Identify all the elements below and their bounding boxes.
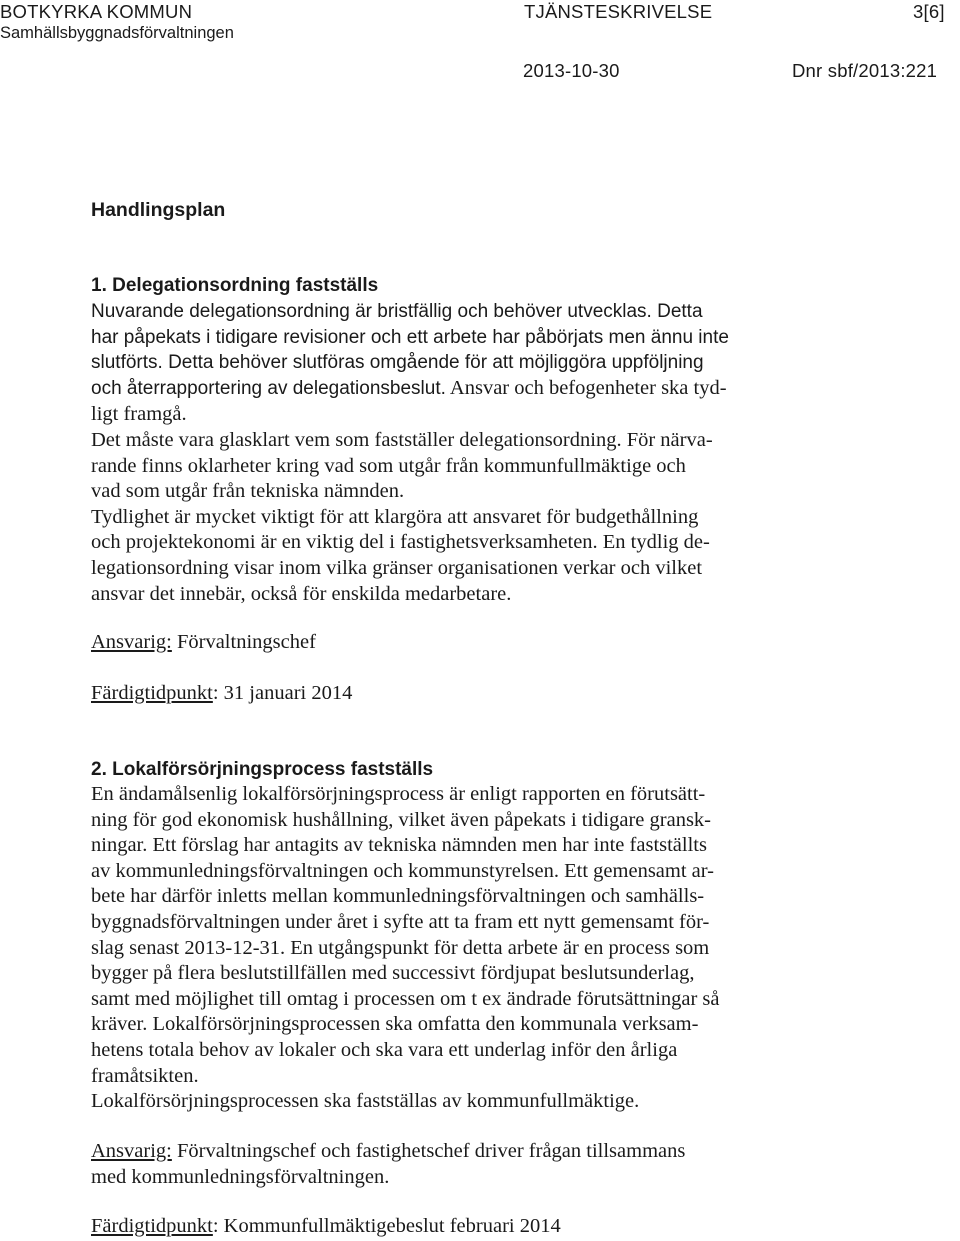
body-line-mixed	[91, 376, 729, 403]
body-line: samt med möjlighet till omtag i processen om t ex ändrade förutsättningar så	[91, 987, 720, 1010]
body-line: ningar. Ett förslag har antagits av tekniska nämnden men har inte fastställts	[91, 834, 707, 857]
section-2-responsible	[91, 1139, 685, 1190]
deadline-label: Färdigtidpunkt	[91, 682, 213, 704]
body-line: rande finns oklarheter kring vad som utgår från kommunfullmäktige och	[91, 454, 686, 477]
body-line: kräver. Lokalförsörjningsprocessen ska omfatta den kommunala verksam-	[91, 1013, 699, 1036]
responsible-value: Förvaltningschef och fastighetschef driver frågan tillsammans	[171, 1140, 686, 1162]
responsible-line	[91, 1139, 685, 1165]
body-line: legationsordning visar inom vilka gränser organisationen verkar och vilket	[91, 556, 703, 579]
body-line: Tydlighet är mycket viktigt för att klargöra att ansvaret för budgethållning	[91, 505, 699, 528]
body-line: byggnadsförvaltningen under året i syfte att ta fram ett nytt gemensamt för-	[91, 910, 710, 933]
body-line: Det måste vara glasklart vem som fastställer delegationsordning. För närva-	[91, 428, 713, 451]
document-date: 2013-10-30	[523, 60, 620, 81]
body-line: slag senast 2013-12-31. En utgångspunkt för detta arbete är en process som	[91, 936, 710, 959]
section-2-number: 2.	[91, 759, 107, 780]
deadline-value: : 31 januari 2014	[212, 682, 353, 704]
body-line: och återrapportering av delegationsbeslut.	[91, 377, 446, 399]
body-line: En ändamålsenlig lokalförsörjningsprocess är enligt rapporten en förutsätt-	[91, 783, 706, 805]
org-name: BOTKYRKA KOMMUN	[0, 1, 193, 22]
section-1-responsible	[91, 630, 316, 656]
responsible-line: med kommunledningsförvaltningen.	[91, 1165, 390, 1188]
responsible-label: Ansvarig:	[91, 631, 172, 653]
deadline-label: Färdigtidpunkt	[91, 1215, 213, 1237]
responsible-label: Ansvarig:	[91, 1140, 172, 1162]
body-line: av kommunledningsförvaltningen och kommunstyrelsen. Ett gemensamt ar-	[91, 859, 714, 882]
body-line: ning för god ekonomisk hushållning, vilket även påpekats i tidigare gransk-	[91, 808, 711, 831]
department-name: Samhällsbyggnadsförvaltningen	[0, 24, 234, 42]
body-line: Ansvar och befogenheter ska tyd-	[449, 376, 727, 399]
section-2-deadline	[91, 1214, 561, 1240]
body-line: Nuvarande delegationsordning är bristfällig och behöver utvecklas. Detta	[91, 301, 703, 322]
responsible-value: Förvaltningschef	[171, 631, 316, 653]
body-line: bete har därför inletts mellan kommunledningsförvaltningen och samhälls-	[91, 885, 705, 908]
section-2-title: Lokalförsörjningsprocess fastställs	[106, 759, 434, 780]
body-line: har påpekats i tidigare revisioner och ett arbete har påbörjats men ännu inte	[91, 326, 729, 348]
section-2-body	[91, 782, 720, 1115]
body-line: ligt framgå.	[91, 403, 187, 426]
body-line: slutförts. Detta behöver slutföras omgående för att möjliggöra uppföljning	[91, 352, 704, 374]
body-line: och projektekonomi är en viktig del i fastighetsverksamheten. En tydlig de-	[91, 531, 710, 554]
body-line: vad som utgår från tekniska nämnden.	[91, 480, 405, 503]
registration-number: Dnr sbf/2013:221	[792, 60, 938, 81]
body-line: bygger på flera beslutstillfällen med successivt fördjupat beslutsunderlag,	[91, 962, 695, 985]
section-1-body	[91, 299, 729, 607]
page-title: Handlingsplan	[91, 199, 226, 221]
deadline-value: : Kommunfullmäktigebeslut februari 2014	[212, 1215, 561, 1237]
body-line: Lokalförsörjningsprocessen ska fastställas av kommunfullmäktige.	[91, 1090, 640, 1113]
section-1-heading: 1. Delegationsordning fastställs	[91, 275, 379, 296]
section-2-heading	[91, 759, 433, 781]
body-line: hetens totala behov av lokaler och ska vara ett underlag inför den årliga	[91, 1038, 678, 1061]
section-1-deadline	[91, 681, 352, 707]
document-type: TJÄNSTESKRIVELSE	[524, 1, 713, 22]
body-line: framåtsikten.	[91, 1064, 199, 1087]
page-number: 3[6]	[913, 1, 945, 22]
body-line: ansvar det innebär, också för enskilda medarbetare.	[91, 582, 512, 605]
